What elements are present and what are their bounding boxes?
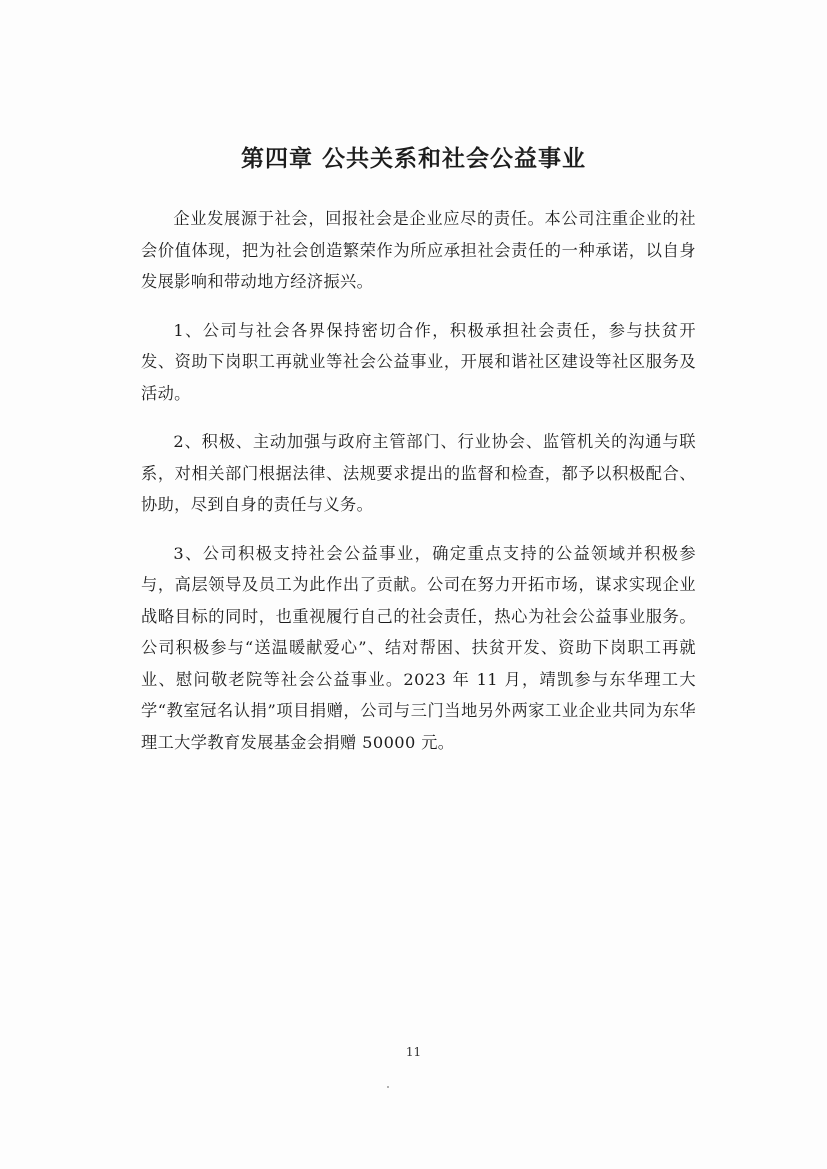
paragraph-item-2: 2、积极、主动加强与政府主管部门、行业协会、监管机关的沟通与联系，对相关部门根据法律、法规要求提出的监督和检查，都予以积极配合、协助，尽到自身的责任与义务。 <box>141 432 696 514</box>
paragraph-intro: 企业发展源于社会，回报社会是企业应尽的责任。本公司注重企业的社会价值体现，把为社会创造繁荣作为所应承担社会责任的一种承诺，以自身发展影响和带动地方经济振兴。 <box>141 209 696 291</box>
paragraph-item-3: 3、公司积极支持社会公益事业，确定重点支持的公益领域并积极参与，高层领导及员工为此作出了贡献。公司在努力开拓市场，谋求实现企业战略目标的同时，也重视履行自己的社会责任，热心为社会公益事业服务。公司积极参与“送温暖献爱心”、结对帮困、扶贫开发、资助下岗职工再就业、慰问敬老院等社会公益事业。2023 年 11 月，靖凯参与东华理工大学“教室冠名认捐”项目捐赠，公司与三门当地另外两家工业企业共同为东华理工大学教育发展基金会捐赠 50000 元。 <box>141 543 696 752</box>
paragraph-item-1: 1、公司与社会各界保持密切合作，积极承担社会责任，参与扶贫开发、资助下岗职工再就业等社会公益事业，开展和谐社区建设等社区服务及活动。 <box>141 320 696 403</box>
page-number: 11 <box>405 1045 422 1059</box>
chapter-title: 第四章 公共关系和社会公益事业 <box>240 146 586 172</box>
document-body <box>141 203 696 775</box>
scan-speck <box>387 1086 389 1088</box>
